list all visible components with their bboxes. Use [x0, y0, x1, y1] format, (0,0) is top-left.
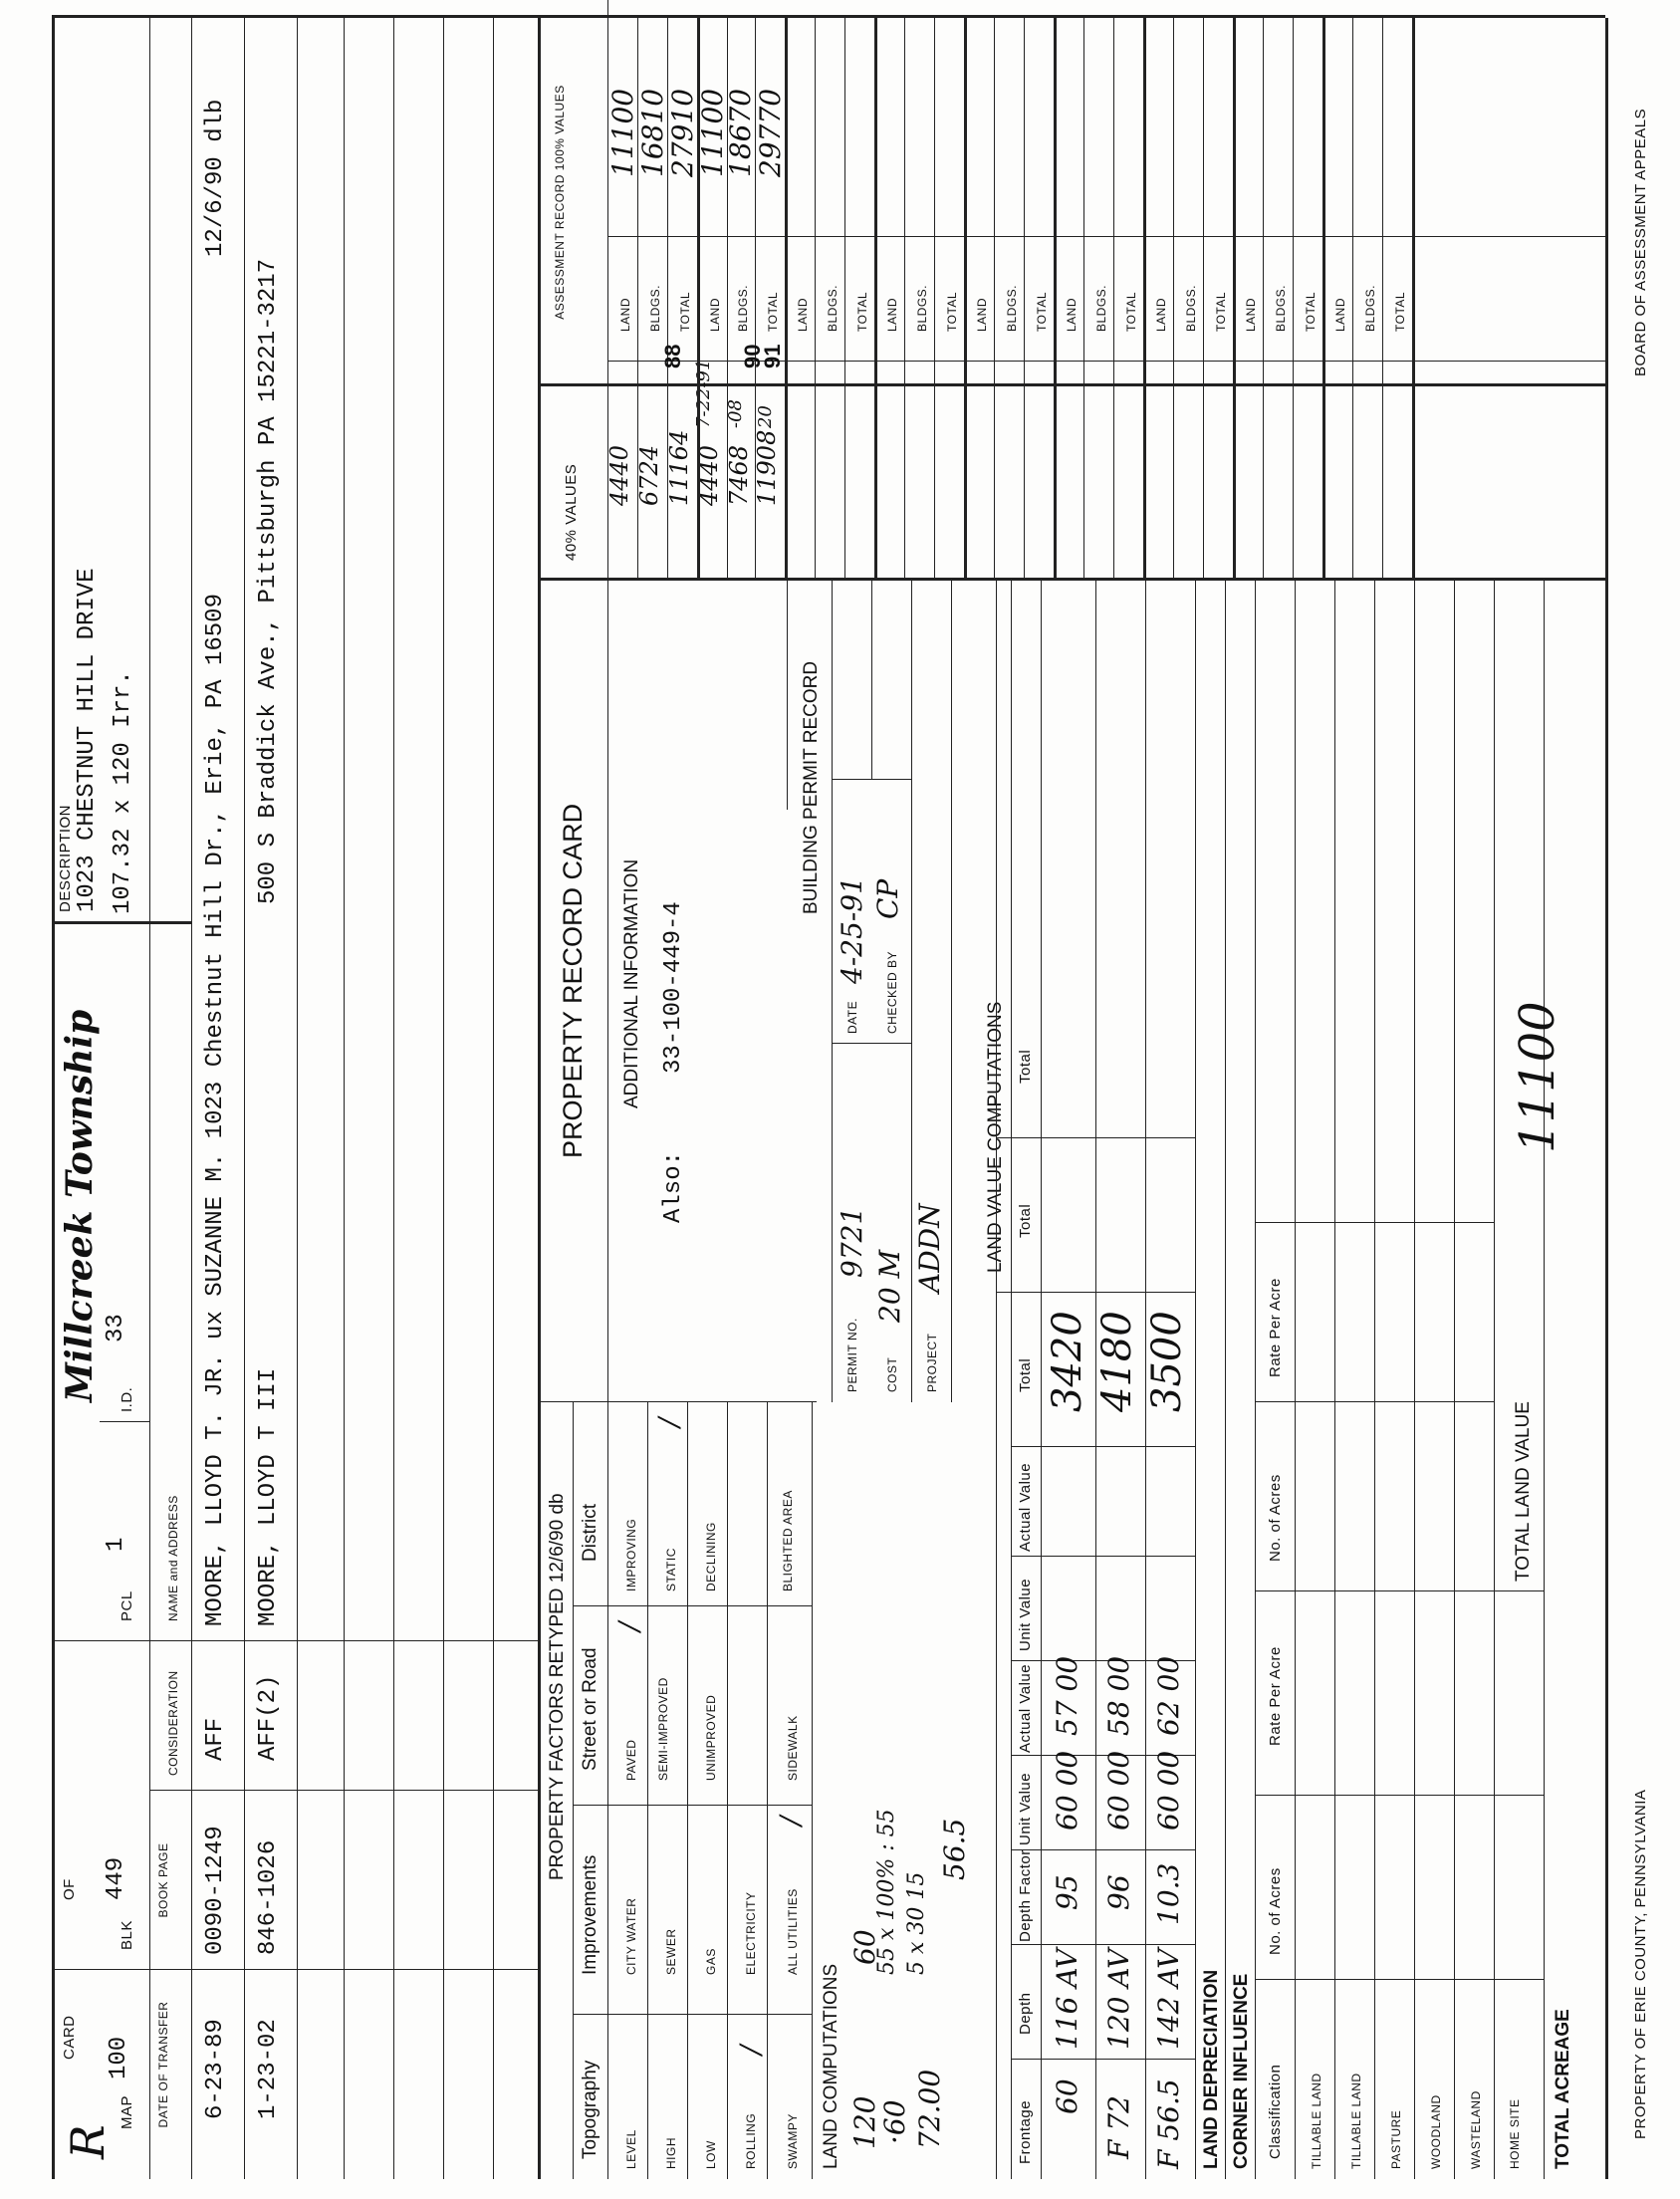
pcl-value: 1 — [103, 1537, 129, 1552]
date-note-2: -08 — [725, 399, 746, 428]
year-91: 91 — [760, 344, 785, 368]
frame-right — [52, 15, 1605, 18]
frame-top — [52, 18, 55, 2179]
assess-bldgs-5: BLDGS. — [1005, 284, 1019, 332]
cls-h-acres1: No. of Acres — [1267, 1867, 1284, 1955]
forty-6: 11908 — [753, 429, 781, 506]
transfer-1-name: MOORE, LLOYD T. JR. ux SUZANNE M. 1023 Chestnut Hill Dr., Erie, PA 16509 — [202, 594, 229, 1626]
assess-land-9: LAND — [1333, 297, 1347, 332]
header-rule — [149, 18, 150, 2179]
blk-value: 449 — [103, 1856, 129, 1900]
cls-tillable-1: TILLABLE LAND — [1310, 2073, 1323, 2169]
land-computations-title: LAND COMPUTATIONS — [821, 1963, 841, 2169]
corner-influence: CORNER INFLUENCE — [1231, 1973, 1252, 2169]
assess-val-6: 29770 — [754, 88, 787, 177]
assess-bldgs-2: BLDGS. — [736, 284, 750, 332]
street-semi: SEMI-IMPROVED — [656, 1677, 670, 1781]
assess-total-7: TOTAL — [1214, 291, 1228, 332]
forty-header: 40% VALUES — [563, 463, 580, 561]
col-district: District — [580, 1503, 600, 1562]
lv-r1-unit: 60 00 — [1051, 1750, 1083, 1831]
impr-sewer: SEWER — [664, 1928, 678, 1975]
topo-high: HIGH — [664, 2137, 678, 2169]
lv-r2-frontage: F 72 — [1102, 2095, 1135, 2159]
check-static: / — [652, 1417, 685, 1427]
lv-r3-factor: 10.3 — [1152, 1862, 1185, 1925]
land-note-1: 120 — [848, 2095, 881, 2149]
lv-h-depth: Depth — [1017, 1992, 1034, 2035]
district-improving: IMPROVING — [624, 1518, 638, 1591]
year-88: 88 — [660, 344, 685, 368]
total-land-value-label: TOTAL LAND VALUE — [1513, 1401, 1534, 1582]
cost-label: COST — [885, 1356, 899, 1392]
street-sidewalk: SIDEWALK — [786, 1715, 800, 1781]
lv-r1-frontage: 60 — [1051, 2078, 1083, 2114]
additional-info-label: ADDITIONAL INFORMATION — [621, 858, 642, 1108]
forty-1: 4440 — [605, 444, 633, 506]
footer-right: BOARD OF ASSESSMENT APPEALS — [1632, 108, 1649, 376]
lv-r2-depth: 120 AV — [1102, 1948, 1135, 2050]
lv-r3-unit: 60 00 — [1152, 1750, 1185, 1831]
lv-h-actual2: Actual Value — [1017, 1462, 1034, 1552]
project-value: ADDN — [913, 1203, 946, 1293]
id-label: I.D. — [119, 1386, 135, 1412]
transfer-2-date: 1-23-02 — [255, 2019, 282, 2119]
impr-water: CITY WATER — [624, 1897, 638, 1975]
col-book: BOOK PAGE — [156, 1842, 170, 1918]
frame-bottom — [1605, 18, 1608, 2179]
assess-total-1: TOTAL — [678, 291, 692, 332]
lv-h-unit2: Unit Value — [1017, 1578, 1034, 1651]
assess-val-4: 11100 — [696, 88, 729, 177]
col-date: DATE OF TRANSFER — [156, 2001, 170, 2128]
checked-value: CP — [871, 878, 904, 919]
cls-wasteland: WASTELAND — [1469, 2090, 1483, 2169]
cls-h-rate2: Rate Per Acre — [1267, 1278, 1284, 1377]
lv-r2-total: 4180 — [1094, 1311, 1140, 1412]
id-value: 33 — [103, 1314, 129, 1343]
lv-h-total1: Total — [1017, 1357, 1034, 1392]
land-value-title: LAND VALUE COMPUTATIONS — [985, 1001, 1006, 1273]
date-value: 4-25-91 — [836, 876, 868, 984]
assess-land-7: LAND — [1154, 297, 1168, 332]
assess-val-5: 18670 — [724, 88, 757, 177]
cls-homesite: HOME SITE — [1508, 2098, 1522, 2169]
total-acreage: TOTAL ACREAGE — [1553, 2009, 1573, 2169]
assess-land-3: LAND — [796, 297, 810, 332]
land-note-7: 56.5 — [938, 1818, 971, 1880]
assess-total-2: TOTAL — [766, 291, 780, 332]
transfer-1-note: 12/6/90 dlb — [202, 99, 229, 257]
year-90: 90 — [740, 344, 765, 368]
assess-val-1: 11100 — [606, 88, 639, 177]
forty-3: 11164 — [665, 429, 693, 506]
footer-left: PROPERTY OF ERIE COUNTY, PENNSYLVANIA — [1632, 1789, 1649, 2139]
transfer-2-book: 846-1026 — [255, 1839, 282, 1955]
assess-total-3: TOTAL — [855, 291, 869, 332]
also-value: 33-100-449-4 — [660, 901, 687, 1074]
cls-pasture: PASTURE — [1389, 2109, 1403, 2169]
district-declining: DECLINING — [704, 1522, 718, 1591]
assess-total-4: TOTAL — [945, 291, 959, 332]
assess-header: ASSESSMENT RECORD 100% VALUES — [553, 85, 567, 320]
topo-swampy: SWAMPY — [786, 2113, 800, 2169]
assess-bldgs-6: BLDGS. — [1094, 284, 1108, 332]
land-depreciation: LAND DEPRECIATION — [1201, 1969, 1222, 2169]
pcl-label: PCL — [119, 1590, 135, 1621]
date-note-1: 7-22-91 — [693, 359, 714, 428]
description-label: DESCRIPTION — [57, 804, 74, 912]
lv-r3-actual: 62 00 — [1152, 1655, 1185, 1736]
blk-label: BLK — [119, 1920, 135, 1950]
permit-title: BUILDING PERMIT RECORD — [801, 660, 822, 914]
lv-r1-total: 3420 — [1045, 1311, 1090, 1412]
assess-land-1: LAND — [618, 297, 632, 332]
date-label: DATE — [845, 1000, 859, 1034]
record-card-title: PROPERTY RECORD CARD — [558, 803, 588, 1158]
description-line1: 1023 CHESTNUT HILL DRIVE — [74, 568, 101, 912]
impr-all: ALL UTILITIES — [786, 1888, 800, 1975]
impr-electricity: ELECTRICITY — [744, 1891, 758, 1975]
topo-low: LOW — [704, 2140, 718, 2169]
assess-total-8: TOTAL — [1304, 291, 1318, 332]
transfer-2-address: 500 S Braddick Ave., Pittsburgh PA 15221-3217 — [255, 258, 282, 904]
forty-4: 4440 — [695, 444, 723, 506]
card-label: CARD — [61, 2015, 78, 2060]
property-factors-title: PROPERTY FACTORS RETYPED 12/6/90 db — [547, 1493, 568, 1880]
col-consideration: CONSIDERATION — [166, 1670, 180, 1776]
impr-gas: GAS — [704, 1948, 718, 1975]
assess-total-9: TOTAL — [1393, 291, 1407, 332]
lv-h-actual: Actual Value — [1017, 1663, 1034, 1753]
assess-bldgs-7: BLDGS. — [1184, 284, 1198, 332]
lv-r3-frontage: F 56.5 — [1152, 2078, 1185, 2169]
check-paved: / — [612, 1621, 645, 1631]
lv-r1-depth: 116 AV — [1051, 1948, 1083, 2050]
lv-r2-actual: 58 00 — [1102, 1655, 1135, 1736]
topo-rolling: ROLLING — [744, 2112, 758, 2169]
map-value: 100 — [106, 2036, 132, 2079]
of-label: OF — [61, 1878, 78, 1900]
district-blighted: BLIGHTED AREA — [781, 1490, 795, 1591]
cls-h-acres2: No. of Acres — [1267, 1474, 1284, 1562]
permit-no-value: 9721 — [836, 1206, 868, 1278]
date-note-3: 20 — [755, 405, 776, 428]
transfer-2-name: MOORE, LLOYD T III — [255, 1367, 282, 1626]
project-label: PROJECT — [925, 1333, 939, 1392]
cls-h-class: Classification — [1267, 2064, 1284, 2159]
also-label: Also: — [660, 1150, 687, 1223]
street-unimproved: UNIMPROVED — [704, 1694, 718, 1781]
card-mark: R — [61, 2124, 115, 2159]
lv-r1-actual: 57 00 — [1051, 1655, 1083, 1736]
cost-value: 20 M — [873, 1249, 906, 1323]
cls-tillable-2: TILLABLE LAND — [1349, 2073, 1363, 2169]
cls-woodland: WOODLAND — [1429, 2094, 1443, 2169]
forty-2: 6724 — [635, 444, 663, 506]
checked-label: CHECKED BY — [885, 950, 899, 1034]
col-name: NAME and ADDRESS — [166, 1495, 180, 1621]
transfer-1-consideration: AFF — [202, 1717, 229, 1761]
forty-5: 7468 — [725, 444, 753, 506]
assess-bldgs-3: BLDGS. — [826, 284, 840, 332]
topo-level: LEVEL — [624, 2129, 638, 2169]
assess-val-3: 27910 — [666, 88, 699, 177]
assess-total-5: TOTAL — [1035, 291, 1049, 332]
land-note-2: ·60 — [878, 2099, 911, 2144]
lv-r2-factor: 96 — [1102, 1874, 1135, 1910]
transfer-2-consideration: AFF(2) — [255, 1674, 282, 1761]
assess-land-8: LAND — [1244, 297, 1258, 332]
lv-h-total3: Total — [1017, 1049, 1034, 1084]
assess-bldgs-9: BLDGS. — [1363, 284, 1377, 332]
land-note-4: 60 — [848, 1929, 881, 1965]
col-topography: Topography — [580, 2060, 600, 2159]
map-label: MAP — [119, 2094, 135, 2129]
total-land-value: 11100 — [1510, 1001, 1565, 1153]
lv-r1-factor: 95 — [1051, 1874, 1083, 1910]
cls-h-rate1: Rate Per Acre — [1267, 1646, 1284, 1746]
district-static: STATIC — [664, 1548, 678, 1591]
transfer-1-book: 0090-1249 — [202, 1826, 229, 1955]
check-rolling: / — [734, 2045, 767, 2055]
assess-total-6: TOTAL — [1124, 291, 1138, 332]
assess-bldgs-1: BLDGS. — [648, 284, 662, 332]
lv-h-total2: Total — [1017, 1203, 1034, 1238]
assess-land-5: LAND — [975, 297, 989, 332]
lv-r3-depth: 142 AV — [1152, 1948, 1185, 2050]
lv-h-unit: Unit Value — [1017, 1772, 1034, 1845]
assess-bldgs-4: BLDGS. — [915, 284, 929, 332]
assess-bldgs-8: BLDGS. — [1274, 284, 1288, 332]
land-note-3: 72.00 — [913, 2069, 946, 2149]
description-line2: 107.32 x 120 Irr. — [110, 670, 136, 914]
permit-no-label: PERMIT NO. — [845, 1318, 859, 1392]
land-note-5: 55 x 100% : 55 — [874, 1809, 899, 1975]
check-utilities: / — [774, 1816, 807, 1826]
transfer-1-date: 6-23-89 — [202, 2019, 229, 2119]
assess-land-6: LAND — [1065, 297, 1079, 332]
col-improvements: Improvements — [580, 1854, 600, 1975]
lv-r2-unit: 60 00 — [1102, 1750, 1135, 1831]
street-paved: PAVED — [624, 1739, 638, 1781]
township-title: Millcreek Township — [59, 1009, 101, 1402]
assess-val-2: 16810 — [636, 88, 669, 177]
assess-land-4: LAND — [885, 297, 899, 332]
lv-h-factor: Depth Factor — [1017, 1849, 1034, 1942]
land-note-6: 5 x 30 15 — [904, 1871, 929, 1975]
assess-land-2: LAND — [708, 297, 722, 332]
lv-h-frontage: Frontage — [1017, 2099, 1034, 2164]
lv-r3-total: 3500 — [1144, 1311, 1190, 1412]
col-street: Street or Road — [580, 1647, 600, 1771]
